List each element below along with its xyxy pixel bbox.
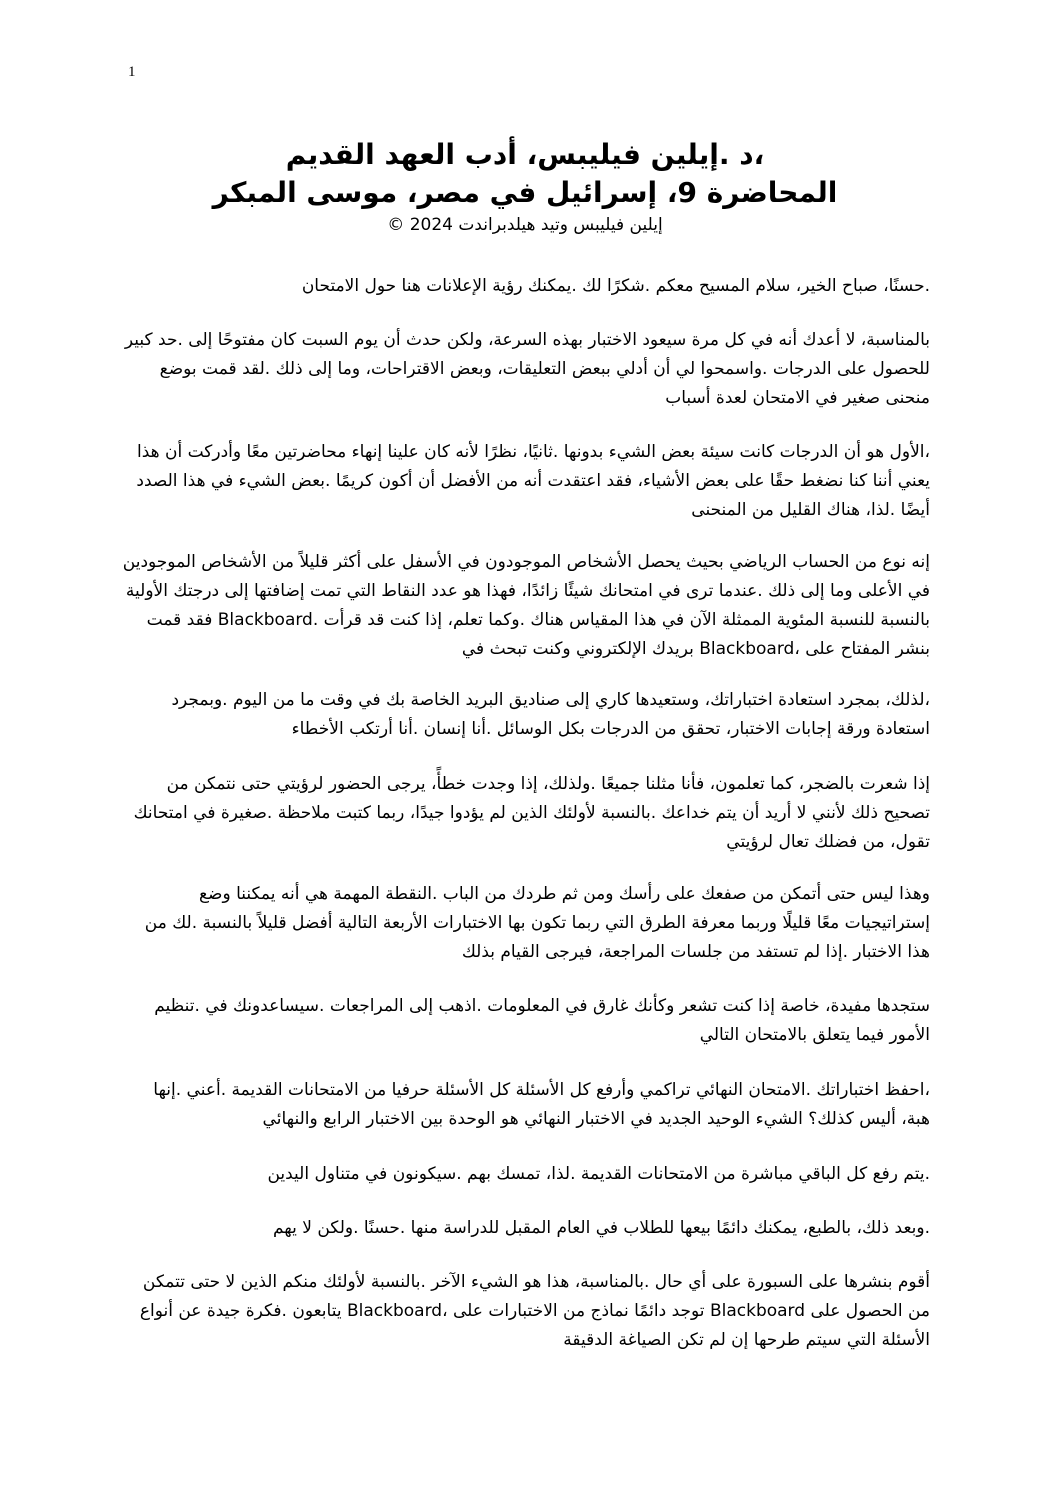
paragraph-5: ،لذلك، بمجرد استعادة اختباراتك، وستعيدها كاري إلى صناديق البريد الخاصة بك في وقت ما من اليوم .وبمجرد استعادة ورقة إجابات الاختبار، تحقق من الدرجات بكل الوسائل .أنا إنسان .أنا أرتكب الأخطاء bbox=[171, 690, 930, 739]
title-line-2: المحاضرة 9، إسرائيل في مصر، موسى المبكر bbox=[212, 176, 838, 209]
paragraph-3: ،الأول هو أن الدرجات كانت سيئة بعض الشيء بدونها .ثانيًا، نظرًا لأنه كان علينا إنهاء محاضرتين معًا وأدركت أن هذا يعني أننا كنا نضغط حقًا على بعض الأشياء، فقد اعتقدت أنه من الأفضل أن أكون كريمًا .بعض الشيء في هذا الصدد أيضًا .لذا، هناك القليل من المنحنى bbox=[136, 442, 930, 520]
paragraph-9: ،احفظ اختباراتك .الامتحان النهائي تراكمي وأرفع كل الأسئلة كل الأسئلة حرفيا من الامتحانات القديمة .أعني .إنها هبة، أليس كذلك؟ الشيء الوحيد الجديد في الاختبار النهائي هو الوحدة بين الاختبار الرابع والنهائي bbox=[153, 1080, 930, 1129]
paragraph-10: .يتم رفع كل الباقي مباشرة من الامتحانات القديمة .لذا، تمسك بهم .سيكونون في متناول اليدين bbox=[267, 1164, 930, 1184]
title-line-1: ،د .إيلين فيليبس، أدب العهد القديم bbox=[285, 138, 765, 171]
paragraph-2: بالمناسبة، لا أعدك أنه في كل مرة سيعود الاختبار بهذه السرعة، ولكن حدث أن يوم السبت كان مفتوحًا إلى .حد كبير للحصول على الدرجات .واسمحوا لي أن أدلي ببعض التعليقات، وبعض الاقتراحات، وما إلى ذلك .لقد قمت بوضع منحنى صغير في الامتحان لعدة أسباب bbox=[124, 330, 930, 408]
paragraph-8: ستجدها مفيدة، خاصة إذا كنت تشعر وكأنك غارق في المعلومات .اذهب إلى المراجعات .سيساعدونك في .تنظيم الأمور فيما يتعلق بالامتحان التالي bbox=[154, 996, 930, 1045]
paragraph-4: إنه نوع من الحساب الرياضي بحيث يحصل الأشخاص الموجودون في الأسفل على أكثر قليلاً من الأشخاص الموجودين في الأعلى وما إلى ذلك .عندما ترى في امتحانك شيئًا زائدًا، فهذا هو عدد النقاط التي تمت إضافتها إلى درجتك الأولية بالنسبة للنسبة المئوية الممثلة الآن في هذا المقياس هناك .وكما تعلم، إذا كنت قد قرأت .Blackboard فقد قمت بنشر المفتاح على ،Blackboard بريدك الإلكتروني وكنت تبحث في bbox=[122, 552, 930, 659]
paragraph-12: أقوم بنشرها على السبورة على أي حال .بالمناسبة، هذا هو الشيء الآخر .بالنسبة لأولئك منكم الذين لا حتى تتمكن من الحصول على Blackboard توجد دائمًا نماذج من الاختبارات على ،Blackboard يتابعون .فكرة جيدة عن أنواع الأسئلة التي سيتم طرحها إن لم تكن الصياغة الدقيقة bbox=[139, 1272, 930, 1350]
copyright-line: إيلين فيليبس وتيد هيلدبراندت 2024 © bbox=[387, 215, 663, 235]
paragraph-1: .حسنًا، صباح الخير، سلام المسيح معكم .شكرًا لك .يمكنك رؤية الإعلانات هنا حول الامتحان bbox=[301, 276, 930, 296]
page-number: 1 bbox=[128, 64, 136, 80]
page-title bbox=[120, 0, 930, 212]
document-body bbox=[120, 0, 930, 238]
paragraph-7: وهذا ليس حتى أتمكن من صفعك على رأسك ومن ثم طردك من الباب .النقطة المهمة هي أنه يمكننا وضع إستراتيجيات معًا قليلًا وربما معرفة الطرق التي ربما تكون بها الاختبارات الأربعة التالية أفضل قليلاً بالنسبة .لك من هذا الاختبار .إذا لم تستفد من جلسات المراجعة، فيرجى القيام بذلك bbox=[144, 884, 930, 962]
paragraph-11: .وبعد ذلك، بالطبع، يمكنك دائمًا بيعها للطلاب في العام المقبل للدراسة منها .حسنًا .ولكن لا يهم bbox=[272, 1218, 930, 1238]
paragraph-6: إذا شعرت بالضجر، كما تعلمون، فأنا مثلنا جميعًا .ولذلك، إذا وجدت خطأً، يرجى الحضور لرؤيتي حتى نتمكن من تصحيح ذلك لأنني لا أريد أن يتم خداعك .بالنسبة لأولئك الذين لم يؤدوا جيدًا، ربما كتبت ملاحظة .صغيرة في امتحانك تقول، من فضلك تعال لرؤيتي bbox=[133, 774, 930, 852]
